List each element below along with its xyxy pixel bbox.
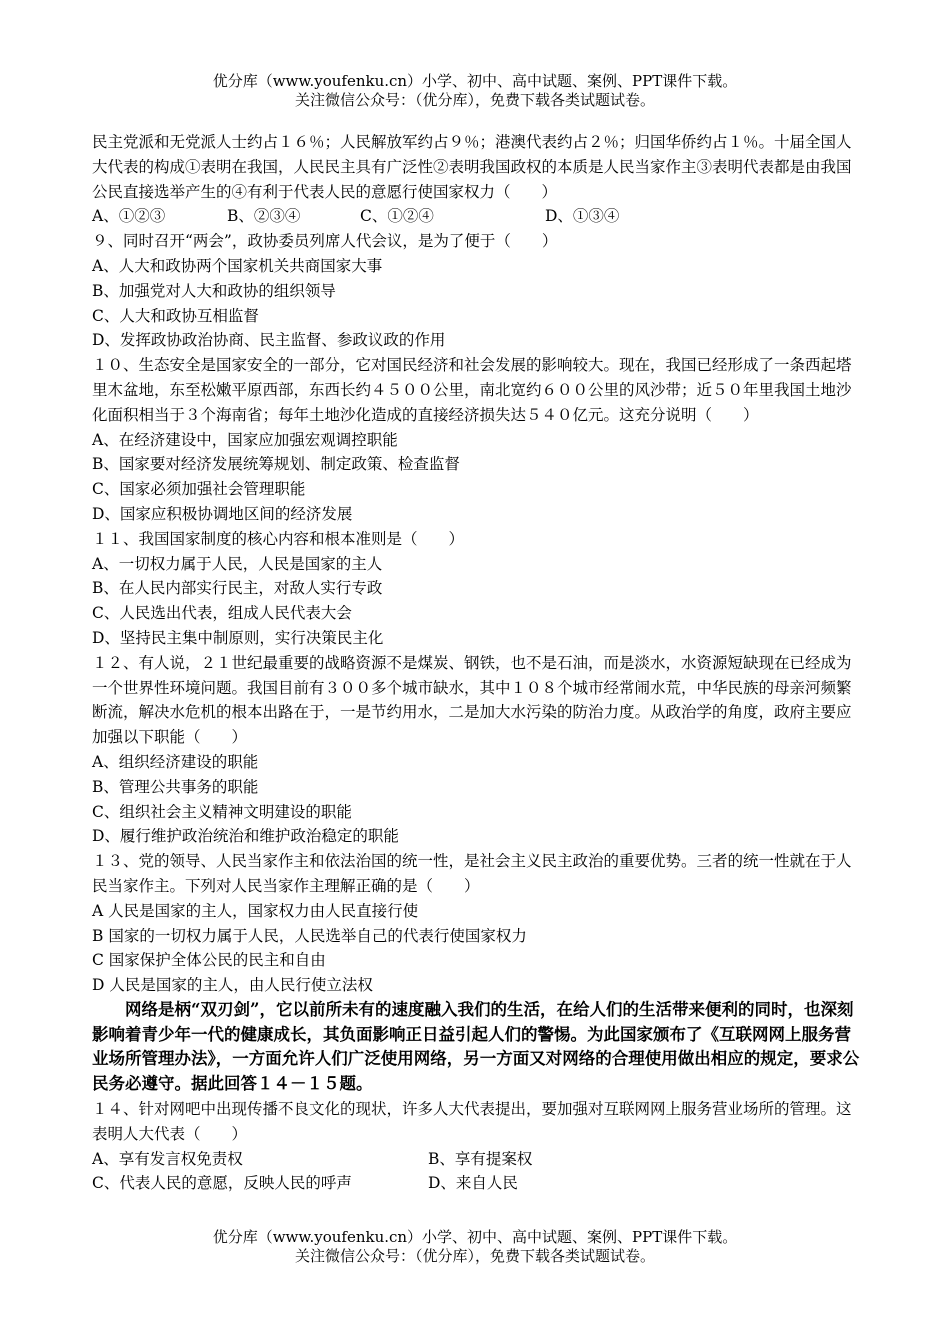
question-10-stem: １０、生态安全是国家安全的一部分，它对国民经济和社会发展的影响较大。现在，我国已经形成了一条西起塔里木盆地，东至松嫩平原西部，东西长约４５００公里，南北宽约６００公里的风沙带；近５０年里我国土地沙化面积相当于３个海南省；每年土地沙化造成的直接经济损失达５４０亿元。这充分说明（ ） [92, 356, 852, 424]
question-8-options [92, 204, 860, 229]
q10-option-d: D、国家应积极协调地区间的经济发展 [92, 504, 353, 523]
q9-option-a: A、人大和政协两个国家机关共商国家大事 [92, 256, 383, 275]
q13-option-c: C 国家保护全体公民的民主和自由 [92, 951, 326, 970]
q9-option-d: D、发挥政协政治协商、民主监督、参政议政的作用 [92, 331, 446, 350]
q13-option-b: B 国家的一切权力属于人民，人民选举自己的代表行使国家权力 [92, 926, 527, 945]
header-line-2: 关注微信公众号：（优分库），免费下载各类试题试卷。 [294, 91, 655, 109]
q11-option-d: D、坚持民主集中制原则，实行决策民主化 [92, 628, 384, 647]
q9-option-b: B、加强党对人大和政协的组织领导 [92, 281, 336, 300]
q14-option-a: A、享有发言权免责权 [92, 1149, 243, 1168]
q8-option-d: D、①③④ [545, 207, 620, 226]
header-line-1: 优分库（www.youfenku.cn）小学、初中、高中试题、案例、PPT课件下载。 [212, 72, 738, 90]
q13-option-a: A 人民是国家的主人，国家权力由人民直接行使 [92, 901, 419, 920]
page-header [0, 72, 950, 110]
question-11-stem: １１、我国国家制度的核心内容和根本准则是（ ） [92, 529, 465, 548]
page-footer [0, 1228, 950, 1266]
question-14-stem: １４、针对网吧中出现传播不良文化的现状，许多人大代表提出，要加强对互联网网上服务营业场所的管理。这表明人大代表（ ） [92, 1100, 852, 1143]
q8-option-b: B、②③④ [227, 207, 301, 226]
q13-option-d: D 人民是国家的主人，由人民行使立法权 [92, 976, 373, 995]
question-13-stem: １３、党的领导、人民当家作主和依法治国的统一性，是社会主义民主政治的重要优势。三者的统一性就在于人民当家作主。下列对人民当家作主理解正确的是（ ） [92, 852, 852, 895]
q12-option-d: D、履行维护政治统治和维护政治稳定的职能 [92, 827, 399, 846]
question-8-text: 民主党派和无党派人士约占１６％；人民解放军约占９％；港澳代表约占２％；归国华侨约占１％。十届全国人大代表的构成①表明在我国，人民民主具有广泛性②表明我国政权的本质是人民当家作主③表明代表都是由我国 公民直接选举产生的④有利于代表人民的意愿行使国家权力（ ） [92, 133, 868, 201]
q10-option-c: C、国家必须加强社会管理职能 [92, 480, 306, 499]
q14-options-row-2 [92, 1171, 860, 1196]
q10-option-b: B、国家要对经济发展统筹规划、制定政策、检查监督 [92, 455, 460, 474]
reading-material: 网络是柄“双刃剑”，它以前所未有的速度融入我们的生活，在给人们的生活带来便利的同时，也深刻影响着青少年一代的健康成长，其负面影响正日益引起人们的警惕。为此国家颁布了《互联网网上服务营业场所管理办法》，一方面允许人们广泛使用网络，另一方面又对网络的合理使用做出相应的规定，要求公民务必遵守。据此回答１４－１５题。 [92, 999, 860, 1094]
q12-option-b: B、管理公共事务的职能 [92, 777, 259, 796]
q14-option-d: D、来自人民 [428, 1174, 518, 1193]
q11-option-a: A、一切权力属于人民，人民是国家的主人 [92, 554, 383, 573]
q14-option-c: C、代表人民的意愿，反映人民的呼声 [92, 1174, 352, 1193]
footer-line-1: 优分库（www.youfenku.cn）小学、初中、高中试题、案例、PPT课件下载。 [212, 1228, 738, 1246]
q10-option-a: A、在经济建设中，国家应加强宏观调控职能 [92, 430, 398, 449]
q8-option-c: C、①②④ [360, 207, 434, 226]
footer-line-2: 关注微信公众号：（优分库），免费下载各类试题试卷。 [294, 1247, 655, 1265]
q11-option-b: B、在人民内部实行民主，对敌人实行专政 [92, 579, 383, 598]
q12-option-a: A、组织经济建设的职能 [92, 752, 259, 771]
q14-options-row-1 [92, 1147, 860, 1172]
question-9-stem: ９、同时召开“两会”，政协委员列席人代会议，是为了便于（ ） [92, 232, 558, 251]
q14-option-b: B、享有提案权 [428, 1149, 533, 1168]
q12-option-c: C、组织社会主义精神文明建设的职能 [92, 802, 352, 821]
q9-option-c: C、人大和政协互相监督 [92, 306, 259, 325]
question-12-stem: １２、有人说，２１世纪最重要的战略资源不是煤炭、钢铁，也不是石油，而是淡水，水资源短缺现在已经成为一个世界性环境问题。我国目前有３００多个城市缺水，其中１０８个城市经常闹水荒，中华民族的母亲河频繁断流，解决水危机的根本出路在于，一是节约用水，二是加大水污染的防治力度。从政治学的角度，政府主要应加强以下职能（ ） [92, 653, 852, 747]
q11-option-c: C、人民选出代表，组成人民代表大会 [92, 604, 352, 623]
document-body [92, 130, 868, 1196]
q8-option-a: A、①②③ [92, 207, 166, 226]
